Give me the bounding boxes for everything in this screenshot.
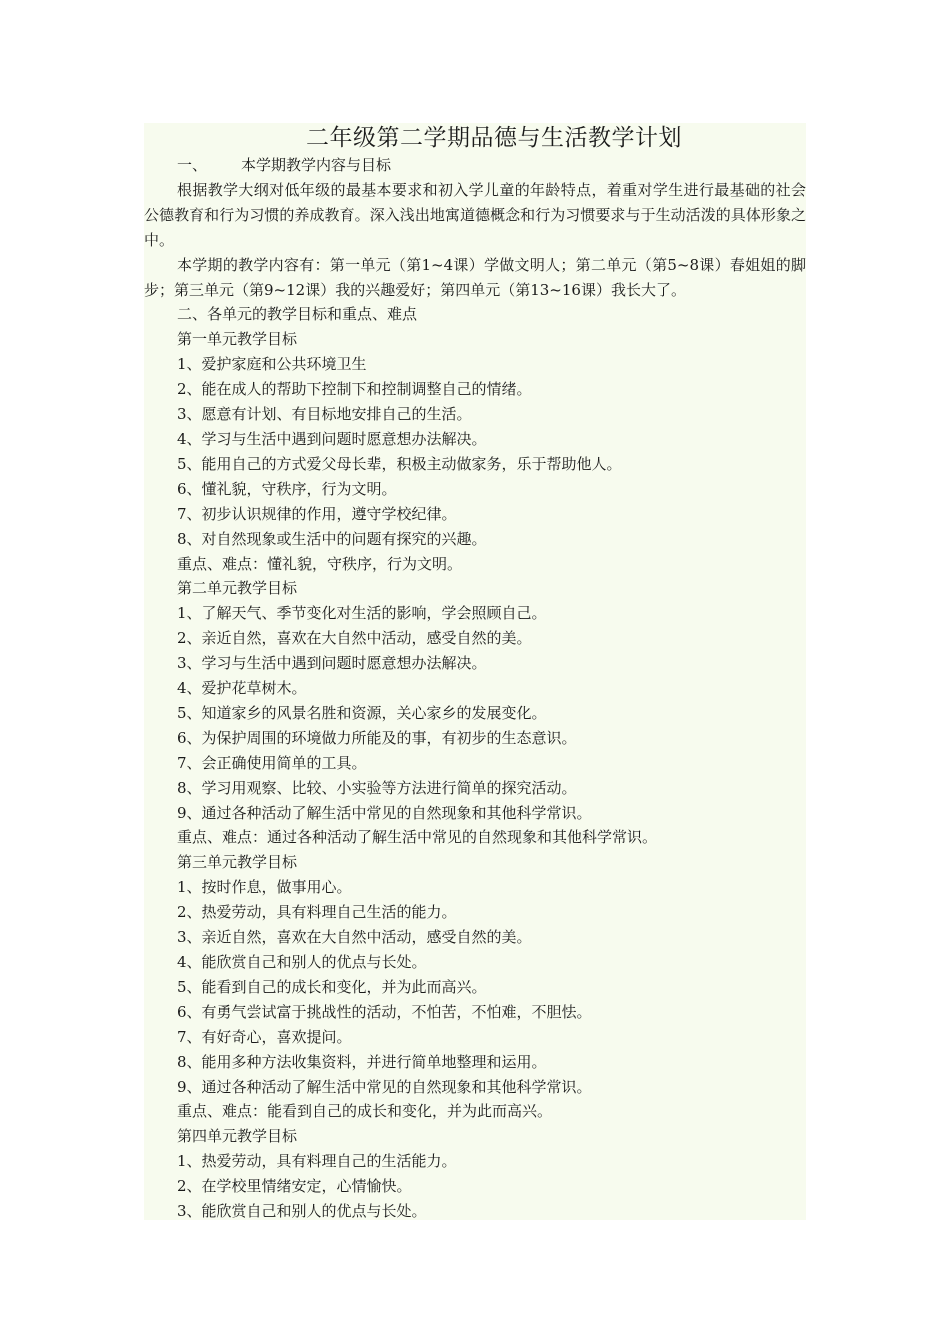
unit3-heading: 第三单元教学目标 bbox=[177, 853, 298, 872]
section1-paragraph-2: 本学期的教学内容有：第一单元（第1~4课）学做文明人；第二单元（第5~8课）春姐姐的脚步；第三单元（第9~12课）我的兴趣爱好；第四单元（第13~16课）我长大了。 bbox=[144, 255, 806, 299]
unit2-item: 3、学习与生活中遇到问题时愿意想办法解决。 bbox=[177, 654, 487, 673]
unit1-item: 1、爱护家庭和公共环境卫生 bbox=[177, 355, 367, 374]
unit4-item: 2、在学校里情绪安定，心情愉快。 bbox=[177, 1177, 412, 1196]
unit2-item: 5、知道家乡的风景名胜和资源，关心家乡的发展变化。 bbox=[177, 703, 547, 722]
section1-heading bbox=[144, 153, 806, 178]
unit4-item: 3、能欣赏自己和别人的优点与长处。 bbox=[177, 1202, 427, 1221]
document-body bbox=[144, 123, 806, 1220]
unit3-item: 4、能欣赏自己和别人的优点与长处。 bbox=[177, 953, 427, 971]
unit2-item: 7、会正确使用简单的工具。 bbox=[177, 753, 367, 772]
unit2-item: 8、学习用观察、比较、小实验等方法进行简单的探究活动。 bbox=[177, 778, 577, 797]
unit2-item: 4、爱护花草树木。 bbox=[177, 679, 307, 698]
unit2-item: 9、通过各种活动了解生活中常见的自然现象和其他科学常识。 bbox=[177, 803, 592, 822]
unit1-item: 4、学习与生活中遇到问题时愿意想办法解决。 bbox=[177, 429, 487, 448]
unit2-item: 6、为保护周围的环境做力所能及的事，有初步的生态意识。 bbox=[177, 728, 577, 747]
unit1-item: 2、能在成人的帮助下控制下和控制调整自己的情绪。 bbox=[177, 380, 532, 399]
unit2-item: 1、了解天气、季节变化对生活的影响，学会照顾自己。 bbox=[177, 604, 547, 623]
section1-number: 一、 bbox=[177, 156, 208, 174]
unit2-key-points: 重点、难点：通过各种活动了解生活中常见的自然现象和其他科学常识。 bbox=[177, 828, 658, 847]
unit4-heading: 第四单元教学目标 bbox=[177, 1127, 298, 1146]
unit1-item: 7、初步认识规律的作用，遵守学校纪律。 bbox=[177, 504, 457, 523]
unit3-item: 1、按时作息，做事用心。 bbox=[177, 878, 352, 897]
section2-heading: 二、各单元的教学目标和重点、难点 bbox=[177, 305, 418, 324]
unit3-key-points: 重点、难点：能看到自己的成长和变化，并为此而高兴。 bbox=[177, 1102, 553, 1121]
unit2-heading: 第二单元教学目标 bbox=[177, 579, 298, 598]
section1-paragraph-1: 根据教学大纲对低年级的最基本要求和初入学儿童的年龄特点，着重对学生进行最基础的社会公德教育和行为习惯的养成教育。深入浅出地寓道德概念和行为习惯要求与于生动活泼的具体形象之中。 bbox=[144, 180, 806, 249]
unit1-item: 3、愿意有计划、有目标地安排自己的生活。 bbox=[177, 405, 472, 424]
unit4-item: 1、热爱劳动，具有料理自己的生活能力。 bbox=[177, 1152, 457, 1171]
unit3-item: 2、热爱劳动，具有料理自己生活的能力。 bbox=[177, 903, 457, 922]
unit1-item: 8、对自然现象或生活中的问题有探究的兴趣。 bbox=[177, 529, 487, 548]
unit3-item: 6、有勇气尝试富于挑战性的活动，不怕苦，不怕难，不胆怯。 bbox=[177, 1002, 592, 1021]
document-title: 二年级第二学期品德与生活教学计划 bbox=[306, 125, 682, 151]
unit3-item: 5、能看到自己的成长和变化，并为此而高兴。 bbox=[177, 977, 487, 996]
unit1-item: 5、能用自己的方式爱父母长辈，积极主动做家务，乐于帮助他人。 bbox=[177, 454, 622, 473]
unit1-item: 6、懂礼貌，守秩序，行为文明。 bbox=[177, 479, 397, 498]
unit2-item: 2、亲近自然，喜欢在大自然中活动，感受自然的美。 bbox=[177, 629, 532, 648]
unit1-key-points: 重点、难点：懂礼貌，守秩序，行为文明。 bbox=[177, 554, 463, 573]
unit3-item: 3、亲近自然，喜欢在大自然中活动，感受自然的美。 bbox=[177, 928, 532, 947]
unit1-heading: 第一单元教学目标 bbox=[177, 330, 298, 349]
unit3-item: 9、通过各种活动了解生活中常见的自然现象和其他科学常识。 bbox=[177, 1077, 592, 1096]
section1-heading-text: 本学期教学内容与目标 bbox=[241, 156, 392, 174]
unit3-item: 7、有好奇心，喜欢提问。 bbox=[177, 1027, 352, 1046]
unit3-item: 8、能用多种方法收集资料，并进行简单地整理和运用。 bbox=[177, 1052, 547, 1071]
